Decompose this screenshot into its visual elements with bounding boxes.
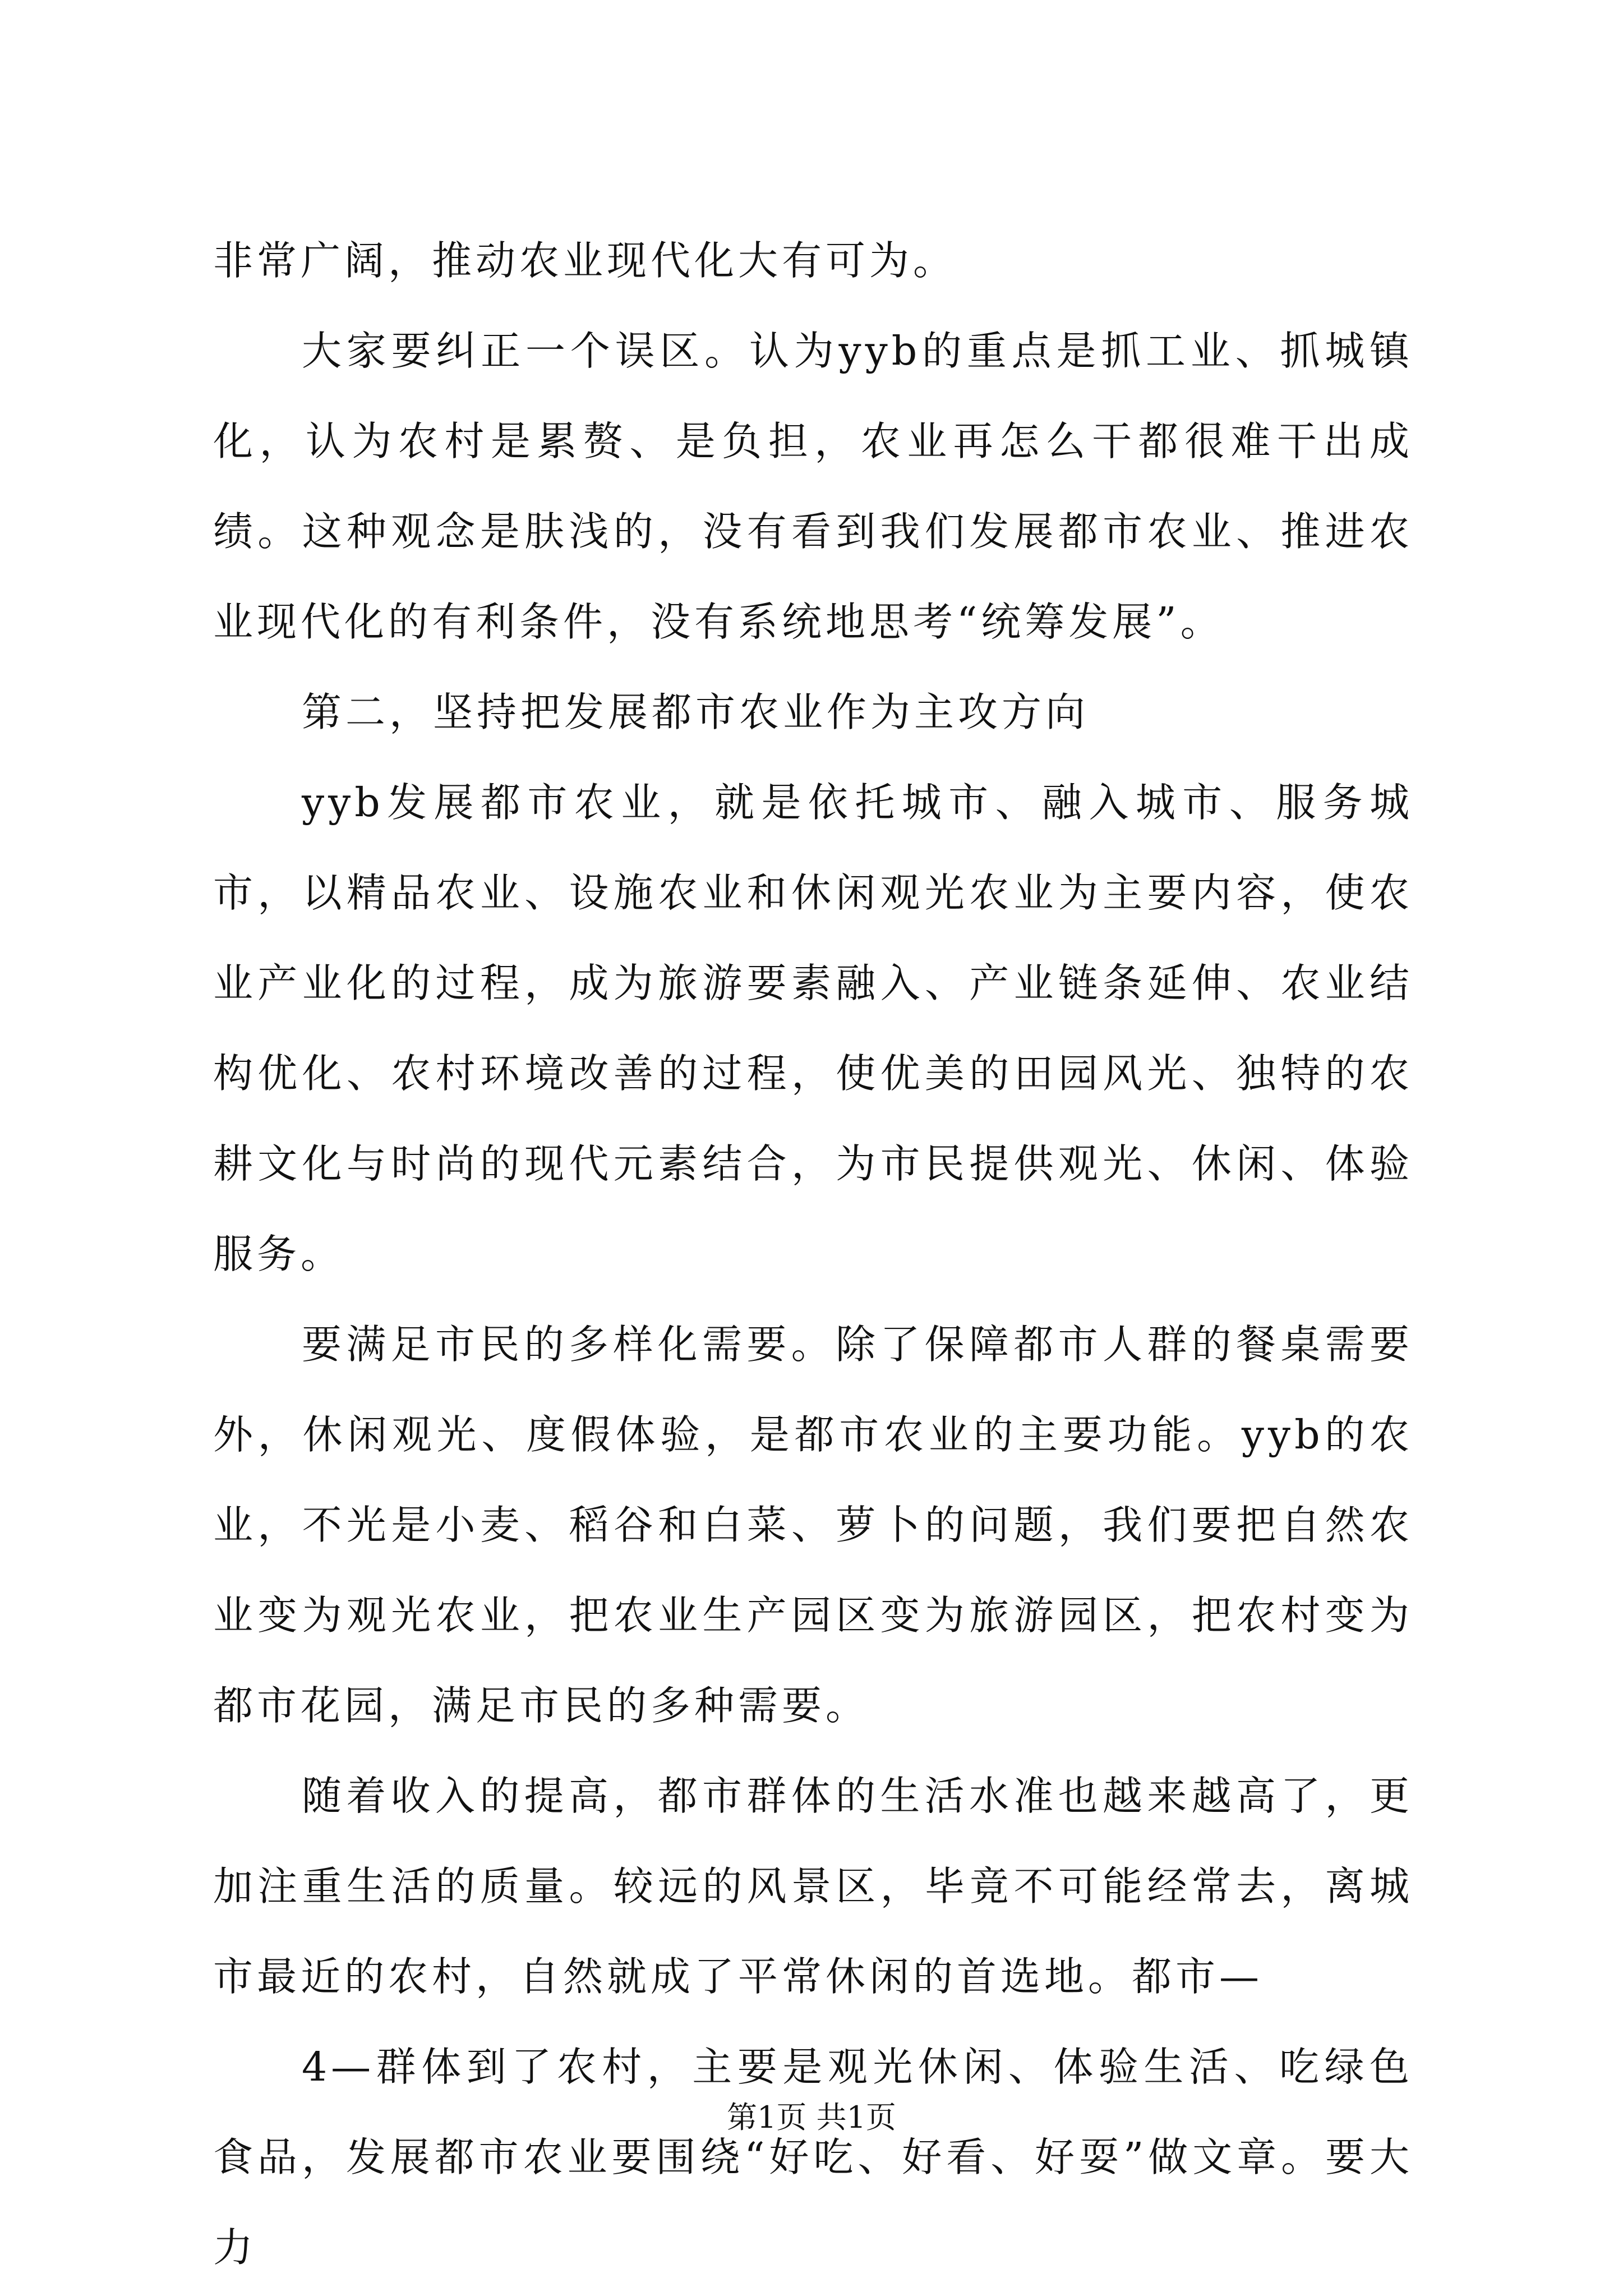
paragraph-citizen-needs: 要满足市民的多样化需要。除了保障都市人群的餐桌需要外，休闲观光、度假体验，是都市农业的主要功能。yyb的农业，不光是小麦、稻谷和白菜、萝卜的问题，我们要把自然农业变为观光农业，把农业生产园区变为旅游园区，把农村变为都市花园，满足市民的多种需要。 [213, 1321, 1413, 1729]
document-body [213, 215, 1413, 2293]
paragraph-misconception: 大家要纠正一个误区。认为yyb的重点是抓工业、抓城镇化，认为农村是累赘、是负担，农业再怎么干都很难干出成绩。这种观念是肤浅的，没有看到我们发展都市农业、推进农业现代化的有利条件，没有系统地思考“统筹发展”。 [213, 328, 1413, 645]
section-heading-second: 第二，坚持把发展都市农业作为主攻方向 [302, 689, 1090, 735]
paragraph-urban-agriculture: yyb发展都市农业，就是依托城市、融入城市、服务城市，以精品农业、设施农业和休闲观光农业为主要内容，使农业产业化的过程，成为旅游要素融入、产业链条延伸、农业结构优化、农村环境改善的过程，使优美的田园风光、独特的农耕文化与时尚的现代元素结合，为市民提供观光、休闲、体验服务。 [213, 779, 1413, 1277]
paragraph-rural-visit: 4—群体到了农村，主要是观光休闲、体验生活、吃绿色食品，发展都市农业要围绕“好吃、好看、好耍”做文章。要大力 [213, 2044, 1413, 2271]
page-footer: 第1页 共1页 [727, 2100, 896, 2135]
paragraph-continuation: 非常广阔，推动农业现代化大有可为。 [213, 237, 957, 284]
paragraph-income-growth: 随着收入的提高，都市群体的生活水准也越来越高了，更加注重生活的质量。较远的风景区，毕竟不可能经常去，离城市最近的农村，自然就成了平常休闲的首选地。都市— [213, 1773, 1413, 2000]
